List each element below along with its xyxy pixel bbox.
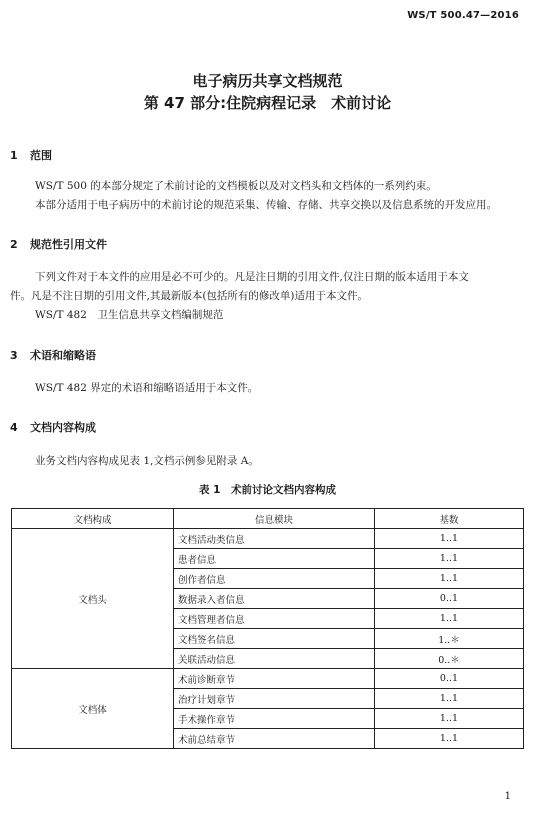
section-heading-normative-references xyxy=(10,236,107,252)
paragraph: 件。凡是不注日期的引用文件,其最新版本(包括所有的修改单)适用于本文件。 xyxy=(10,290,369,302)
section-number: 4 xyxy=(10,421,18,434)
reference-item: WS/T 482 卫生信息共享文档编制规范 xyxy=(35,309,224,321)
module-cell: 创作者信息 xyxy=(174,569,375,589)
module-cell: 关联活动信息 xyxy=(174,649,375,669)
table-caption: 表 1 术前讨论文档内容构成 xyxy=(199,484,336,496)
section-number: 1 xyxy=(10,149,18,162)
paragraph: WS/T 482 界定的术语和缩略语适用于本文件。 xyxy=(35,382,259,394)
module-cell: 术前总结章节 xyxy=(174,729,375,749)
module-cell: 手术操作章节 xyxy=(174,709,375,729)
cardinality-cell: 1..1 xyxy=(375,729,524,749)
module-cell: 数据录入者信息 xyxy=(174,589,375,609)
table-row xyxy=(12,529,524,549)
content-table xyxy=(11,508,524,749)
cardinality-cell: 0..＊ xyxy=(375,649,524,669)
cardinality-cell: 1..1 xyxy=(375,569,524,589)
table-header-row xyxy=(12,509,524,529)
cardinality-cell: 1..1 xyxy=(375,689,524,709)
module-cell: 患者信息 xyxy=(174,549,375,569)
module-cell: 术前诊断章节 xyxy=(174,669,375,689)
paragraph: 本部分适用于电子病历中的术前讨论的规范采集、传输、存储、共享交换以及信息系统的开发应用。 xyxy=(35,199,497,211)
table-header: 基数 xyxy=(375,509,524,529)
table-header: 信息模块 xyxy=(174,509,375,529)
cardinality-cell: 1..1 xyxy=(375,709,524,729)
table-header: 文档构成 xyxy=(12,509,174,529)
table-row xyxy=(12,669,524,689)
standard-code: WS/T 500.47—2016 xyxy=(407,10,519,21)
cardinality-cell: 0..1 xyxy=(375,589,524,609)
module-cell: 治疗计划章节 xyxy=(174,689,375,709)
module-cell: 文档活动类信息 xyxy=(174,529,375,549)
section-title: 文档内容构成 xyxy=(30,421,96,434)
cardinality-cell: 1..1 xyxy=(375,529,524,549)
page-number: 1 xyxy=(504,791,511,802)
section-heading-content xyxy=(10,419,96,435)
section-number: 2 xyxy=(10,238,18,251)
section-title: 规范性引用文件 xyxy=(30,238,107,251)
group-cell: 文档头 xyxy=(12,529,174,669)
cardinality-cell: 0..1 xyxy=(375,669,524,689)
section-heading-scope xyxy=(10,147,52,163)
cardinality-cell: 1..1 xyxy=(375,609,524,629)
document-subtitle: 第 47 部分:住院病程记录 术前讨论 xyxy=(143,94,392,112)
paragraph: 业务文档内容构成见表 1,文档示例参见附录 A。 xyxy=(35,455,259,467)
section-title: 范围 xyxy=(30,149,52,162)
module-cell: 文档签名信息 xyxy=(174,629,375,649)
section-heading-terms xyxy=(10,347,96,363)
section-number: 3 xyxy=(10,349,18,362)
document-title: 电子病历共享文档规范 xyxy=(192,72,343,90)
cardinality-cell: 1..1 xyxy=(375,549,524,569)
section-title: 术语和缩略语 xyxy=(30,349,96,362)
cardinality-cell: 1..＊ xyxy=(375,629,524,649)
paragraph: 下列文件对于本文件的应用是必不可少的。凡是注日期的引用文件,仅注日期的版本适用于本文 xyxy=(35,271,469,283)
module-cell: 文档管理者信息 xyxy=(174,609,375,629)
paragraph: WS/T 500 的本部分规定了术前讨论的文档模板以及对文档头和文档体的一系列约束。 xyxy=(35,180,437,192)
group-cell: 文档体 xyxy=(12,669,174,749)
